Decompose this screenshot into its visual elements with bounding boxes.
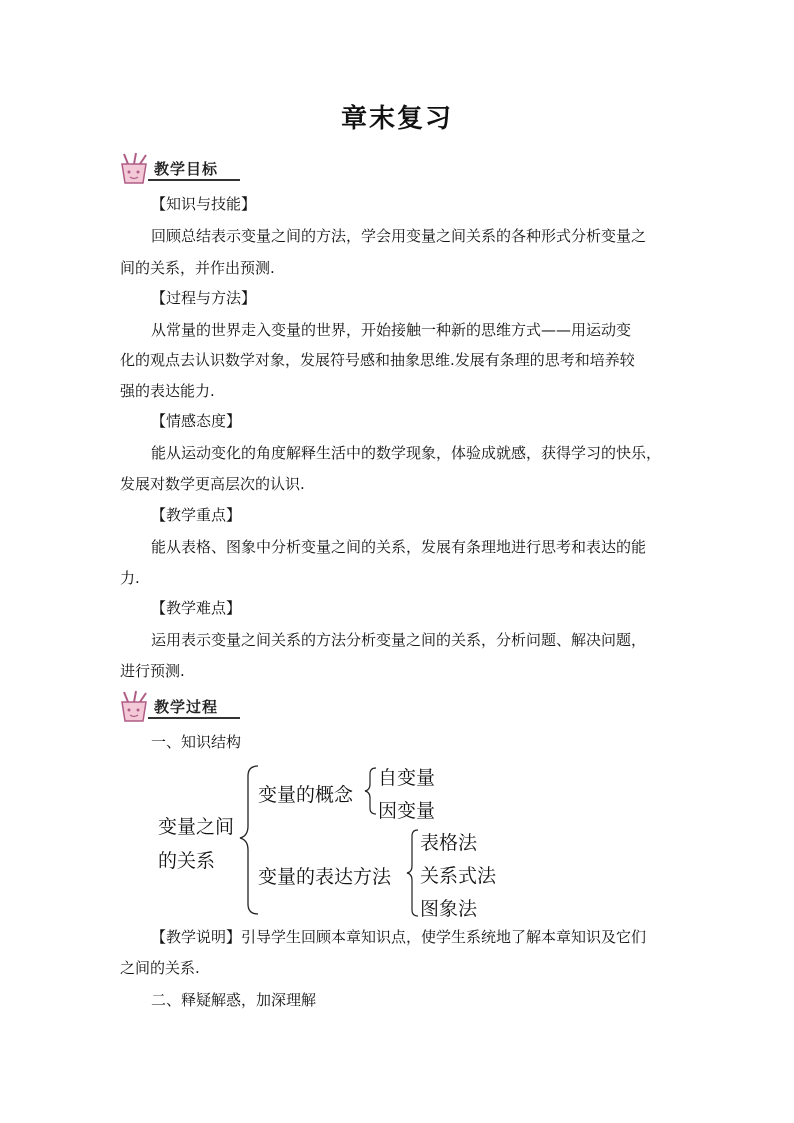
knowledge-structure-diagram (150, 760, 570, 920)
paragraph-line: 回顾总结表示变量之间的方法，学会用变量之间关系的各种形式分析变量之 (151, 227, 647, 245)
teaching-note-line: 之间的关系. (120, 959, 200, 977)
section-banner-goals (116, 152, 246, 186)
part-one-heading: 一、知识结构 (151, 733, 242, 751)
diagram-node-graph: 图象法 (420, 898, 478, 920)
diagram-root-line2: 的关系 (158, 850, 216, 872)
knowledge-heading: 【知识与技能】 (151, 195, 257, 213)
method-heading: 【过程与方法】 (151, 289, 257, 307)
section-banner-process (116, 690, 246, 724)
teaching-note-line: 【教学说明】引导学生回顾本章知识点，使学生系统地了解本章知识及它们 (151, 928, 647, 946)
diagram-node-independent: 自变量 (378, 767, 436, 789)
paragraph-line: 进行预测. (120, 662, 185, 680)
section-underline (148, 717, 240, 719)
paragraph-line: 能从表格、图象中分析变量之间的关系，发展有条理地进行思考和表达的能 (151, 538, 647, 556)
page-title: 章末复习 (340, 104, 453, 134)
paragraph-line: 运用表示变量之间关系的方法分析变量之间的关系，分析问题、解决问题， (151, 631, 647, 649)
diagram-node-expression: 变量的表达方法 (258, 866, 392, 888)
paragraph-line: 力. (120, 569, 140, 587)
emotion-heading: 【情感态度】 (151, 412, 242, 430)
difficult-heading: 【教学难点】 (151, 599, 242, 617)
diagram-node-table: 表格法 (420, 832, 478, 854)
brace-lines (150, 760, 570, 920)
section-banner-label: 教学过程 (154, 698, 219, 716)
paragraph-line: 能从运动变化的角度解释生活中的数学现象，体验成就感，获得学习的快乐， (151, 444, 662, 462)
section-banner-label: 教学目标 (154, 160, 219, 178)
paragraph-line: 化的观点去认识数学对象，发展符号感和抽象思维.发展有条理的思考和培养较 (120, 351, 635, 369)
section-underline (148, 179, 240, 181)
part-two-heading: 二、释疑解惑，加深理解 (151, 991, 317, 1009)
diagram-node-concept: 变量的概念 (258, 784, 354, 806)
key-heading: 【教学重点】 (151, 506, 242, 524)
diagram-root-line1: 变量之间 (158, 816, 235, 838)
paragraph-line: 强的表达能力. (120, 382, 215, 400)
paragraph-line: 发展对数学更高层次的认识. (120, 475, 305, 493)
diagram-node-dependent: 因变量 (378, 800, 436, 822)
paragraph-line: 间的关系，并作出预测. (120, 259, 275, 277)
paragraph-line: 从常量的世界走入变量的世界，开始接触一种新的思维方式——用运动变 (151, 321, 632, 339)
diagram-node-formula: 关系式法 (420, 865, 497, 887)
